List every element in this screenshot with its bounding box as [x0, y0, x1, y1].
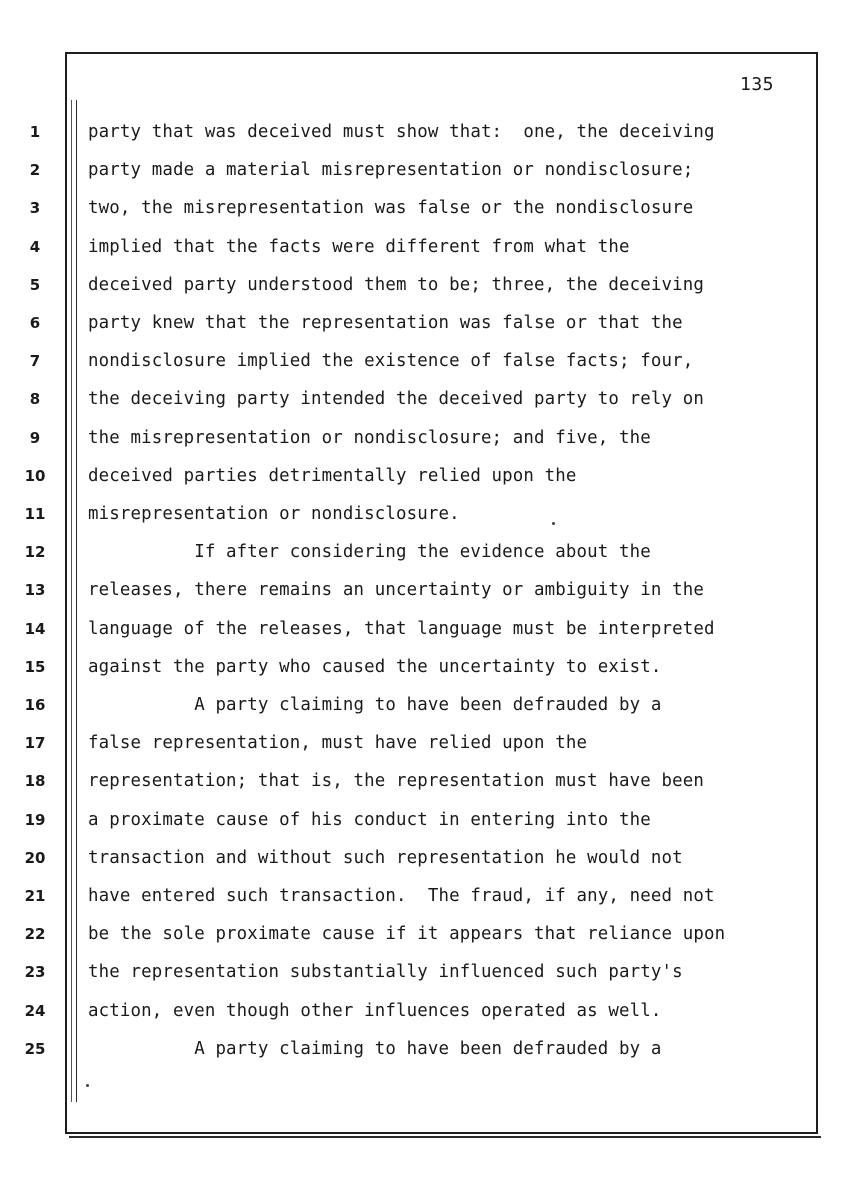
line-number: 2	[29, 161, 41, 180]
transcript-line: have entered such transaction. The fraud, if any, need not	[88, 886, 715, 906]
left-margin-rule-inner	[76, 100, 77, 1102]
transcript-line: A party claiming to have been defrauded by a	[88, 695, 662, 715]
line-number: 23	[24, 963, 46, 982]
line-number: 25	[24, 1039, 46, 1058]
transcript-line: two, the misrepresentation was false or the nondisclosure	[88, 198, 694, 219]
transcript-line: be the sole proximate cause if it appears that reliance upon	[88, 924, 726, 945]
line-number: 9	[29, 428, 41, 447]
transcript-line: deceived party understood them to be; three, the deceiving	[88, 274, 704, 295]
transcript-line: implied that the facts were different from what the	[88, 236, 630, 257]
line-number: 3	[29, 199, 41, 218]
transcript-line: misrepresentation or nondisclosure.	[88, 504, 460, 524]
line-number: 12	[24, 543, 46, 562]
transcript-line: the misrepresentation or nondisclosure; and five, the	[88, 427, 651, 448]
transcript-line: A party claiming to have been defrauded by a	[88, 1038, 662, 1059]
transcript-line: language of the releases, that language must be interpreted	[88, 618, 715, 639]
transcript-line: releases, there remains an uncertainty or ambiguity in the	[88, 580, 704, 601]
transcript-line: representation; that is, the representation must have been	[88, 771, 704, 792]
line-number: 5	[29, 275, 41, 294]
line-number: 11	[24, 505, 46, 523]
page-border-shadow	[69, 1136, 821, 1138]
transcript-line: action, even though other influences operated as well.	[88, 1000, 662, 1021]
line-number: 22	[24, 925, 46, 944]
line-number: 7	[29, 352, 41, 371]
line-number: 19	[24, 810, 46, 829]
page-number: 135	[740, 74, 775, 95]
transcript-line: the deceiving party intended the deceived party to rely on	[88, 389, 704, 410]
scan-speck	[86, 1084, 89, 1087]
transcript-line: party knew that the representation was false or that the	[88, 313, 683, 333]
line-number: 24	[24, 1001, 46, 1020]
line-number: 15	[24, 657, 46, 676]
transcript-line: transaction and without such representation he would not	[88, 847, 683, 868]
left-margin-rule-outer	[71, 100, 72, 1102]
line-number: 4	[29, 237, 41, 256]
transcript-line: false representation, must have relied upon the	[88, 733, 588, 754]
line-number: 8	[29, 390, 41, 409]
line-number: 18	[24, 772, 46, 791]
line-number: 21	[24, 887, 46, 905]
line-number: 16	[24, 696, 46, 714]
transcript-line: nondisclosure implied the existence of false facts; four,	[88, 351, 694, 372]
line-number: 1	[29, 123, 41, 141]
line-number: 20	[24, 848, 46, 867]
transcript-line: the representation substantially influenced such party's	[88, 962, 683, 983]
line-number: 6	[29, 314, 41, 332]
line-number: 13	[24, 581, 46, 600]
transcript-line: party made a material misrepresentation or nondisclosure;	[88, 160, 694, 181]
line-number: 17	[24, 734, 46, 753]
scan-speck	[552, 522, 555, 525]
line-number: 10	[24, 466, 46, 485]
transcript-line: a proximate cause of his conduct in entering into the	[88, 809, 651, 830]
transcript-line: party that was deceived must show that: one, the deceiving	[88, 122, 715, 142]
transcript-line: If after considering the evidence about the	[88, 542, 651, 563]
line-number: 14	[24, 619, 46, 638]
transcript-line: against the party who caused the uncertainty to exist.	[88, 656, 662, 677]
transcript-line: deceived parties detrimentally relied upon the	[88, 465, 577, 486]
